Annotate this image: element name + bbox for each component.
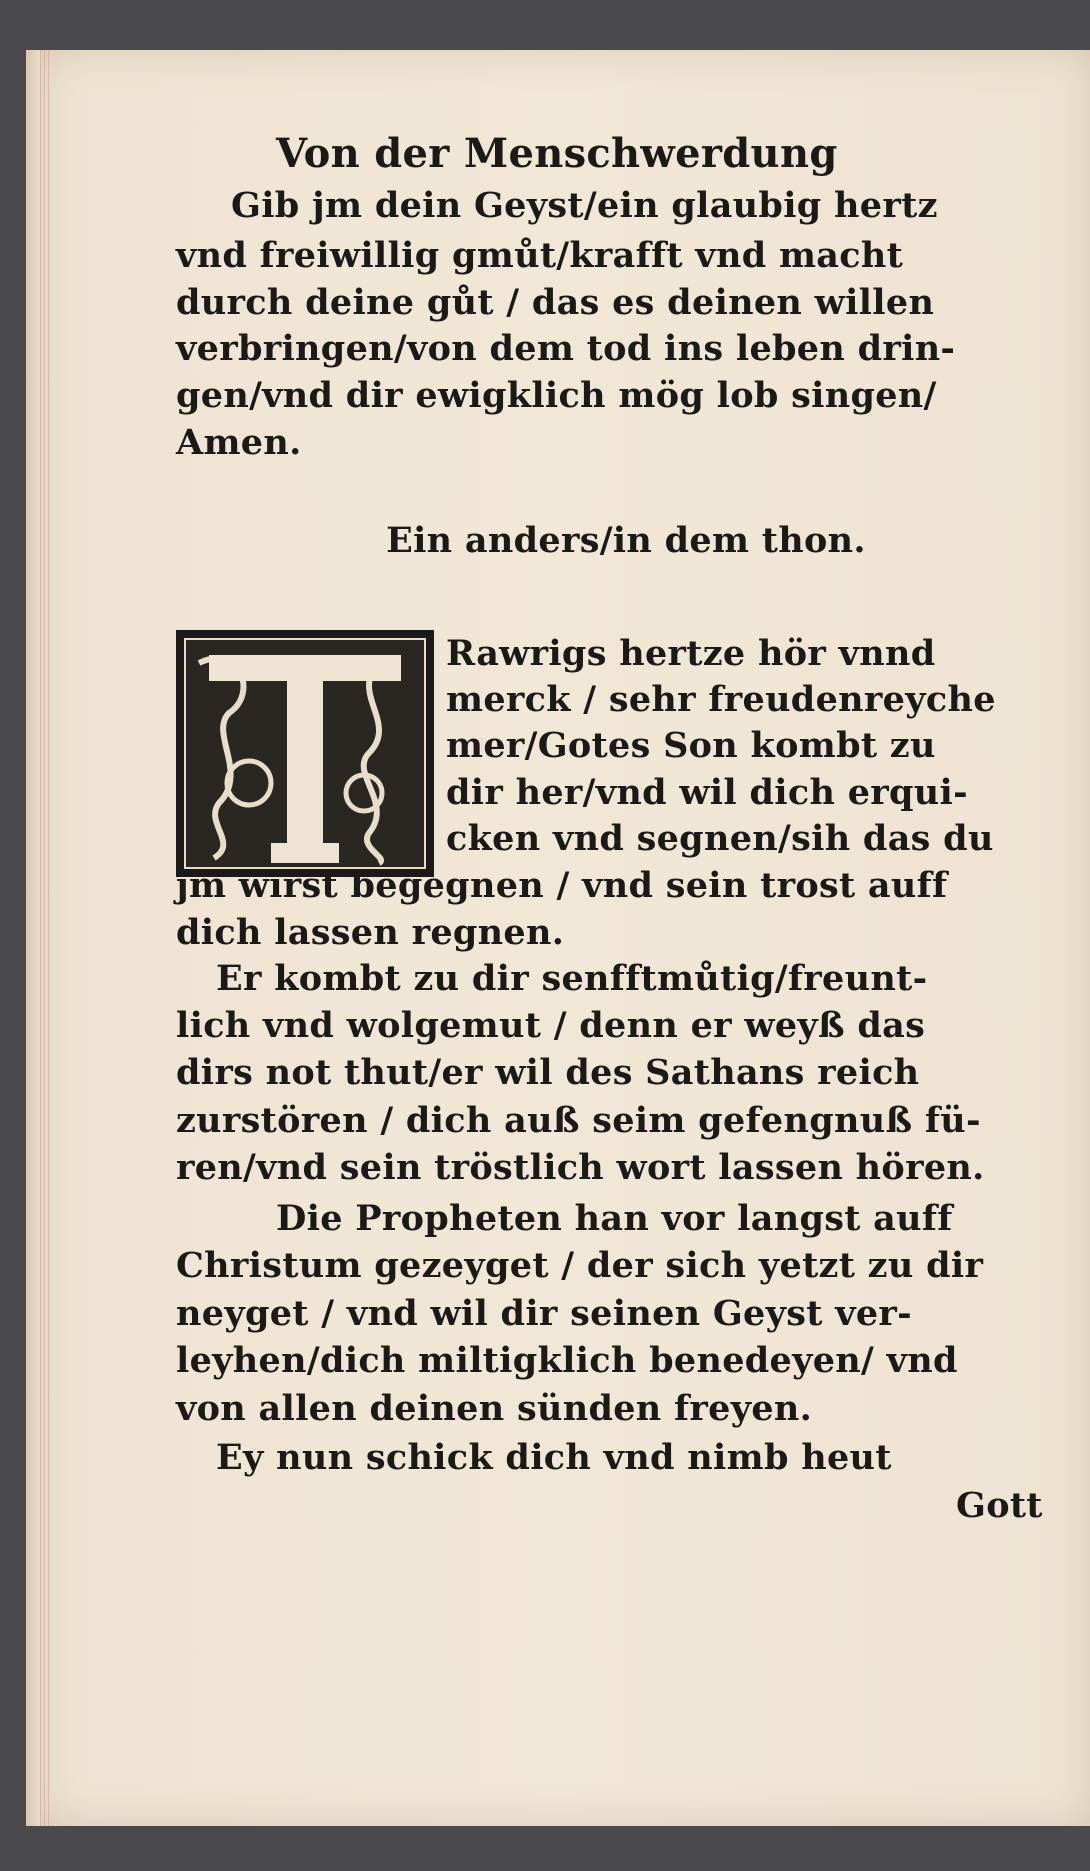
- text-line: jm wirst begegnen / vnd sein trost auff: [176, 865, 948, 906]
- page-heading: Von der Menschwerdung: [276, 130, 838, 177]
- text-line: Ey nun schick dich vnd nimb heut: [216, 1437, 892, 1478]
- page-edge: [26, 50, 41, 1826]
- text-line: merck / sehr freudenreyche: [446, 679, 996, 720]
- text-line: Rawrigs hertze hör vnnd: [446, 633, 936, 674]
- text-line: vnd freiwillig gmůt/krafft vnd macht: [176, 235, 904, 276]
- text-line: lich vnd wolgemut / denn er weyß das: [176, 1005, 926, 1046]
- text-line: Gib jm dein Geyst/ein glaubig hertz: [231, 185, 938, 226]
- text-line: zurstören / dich auß seim gefengnuß fü-: [176, 1100, 981, 1141]
- text-line: neyget / vnd wil dir seinen Geyst ver-: [176, 1293, 912, 1334]
- text-line: ren/vnd sein tröstlich wort lassen hören.: [176, 1147, 985, 1188]
- text-line: gen/vnd dir ewigklich mög lob singen/: [176, 375, 937, 416]
- text-line: Amen.: [176, 422, 302, 463]
- section-title: Ein anders/in dem thon.: [386, 520, 866, 561]
- text-line: Die Propheten han vor langst auff: [276, 1198, 953, 1239]
- text-line: mer/Gotes Son kombt zu: [446, 725, 936, 766]
- text-line: Christum gezeyget / der sich yetzt zu dir: [176, 1245, 984, 1286]
- text-line: leyhen/dich miltigklich benedeyen/ vnd: [176, 1340, 958, 1381]
- page-edge-line: [48, 50, 49, 1826]
- text-line: dirs not thut/er wil des Sathans reich: [176, 1052, 920, 1093]
- text-line: Er kombt zu dir senfftmůtig/freunt-: [216, 958, 928, 999]
- text-line: dir her/vnd wil dich erqui-: [446, 772, 968, 813]
- page-edge-line: [44, 50, 45, 1826]
- decorated-initial: [176, 630, 434, 877]
- text-line: durch deine gůt / das es deinen willen: [176, 282, 935, 323]
- text-line: von allen deinen sünden freyen.: [176, 1388, 813, 1429]
- text-line: cken vnd segnen/sih das du: [446, 818, 994, 859]
- decorated-initial-t-icon: [179, 633, 431, 874]
- book-page: [26, 50, 1090, 1826]
- catchword: Gott: [956, 1485, 1043, 1526]
- text-line: dich lassen regnen.: [176, 912, 565, 953]
- text-line: verbringen/von dem tod ins leben drin-: [176, 328, 956, 369]
